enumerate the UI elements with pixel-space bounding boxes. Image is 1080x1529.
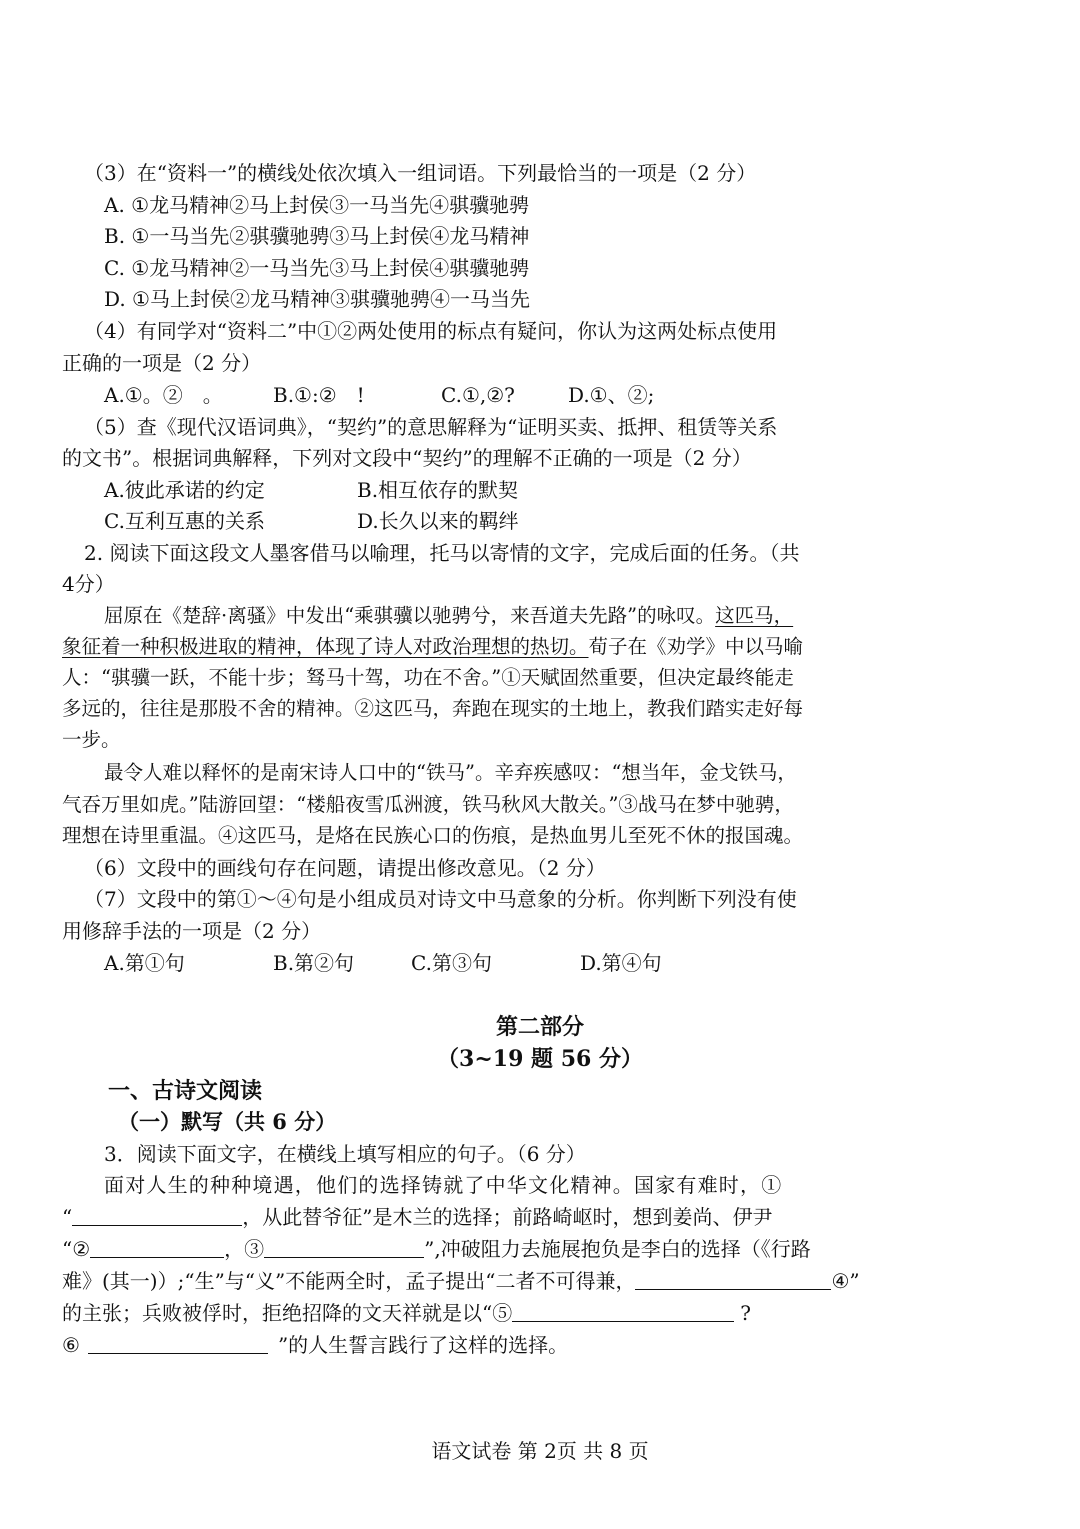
q2-stem-line1: 2. 阅读下面这段文人墨客借马以喻理，托马以寄情的文字，完成后面的任务。（共 xyxy=(84,541,800,565)
q3-option-b: B. ①一马当先②骐骥驰骋③马上封侯④龙马精神 xyxy=(104,224,530,248)
answer-blank-6[interactable] xyxy=(88,1333,268,1354)
q7-option-d: D.第④句 xyxy=(580,951,662,975)
q3-option-c: C. ①龙马精神②一马当先③马上封侯④骐骥驰骋 xyxy=(104,256,530,280)
passage-text: 的主张；兵败被俘时，拒绝招降的文天祥就是以“⑤ xyxy=(62,1301,513,1325)
quote-mark: “ xyxy=(62,1205,73,1229)
section-heading: 一、古诗文阅读 xyxy=(108,1078,263,1104)
passage-text: ⑥ xyxy=(62,1333,80,1357)
q5-stem-line1: （5）查《现代汉语词典》，“契约”的意思解释为“证明买卖、抵押、租赁等关系 xyxy=(84,415,778,439)
q5-option-a: A.彼此承诺的约定 xyxy=(104,478,265,502)
passage-p1-line3: 人：“骐骥一跃，不能十步；驽马十驾，功在不舍。”①天赋固然重要，但决定最终能走 xyxy=(62,666,794,689)
answer-blank-2[interactable] xyxy=(90,1237,224,1258)
passage-p2-line1: 最令人难以释怀的是南宋诗人口中的“铁马”。辛弃疾感叹：“想当年，金戈铁马， xyxy=(104,761,797,784)
passage-p1-line4: 多远的，往往是那股不舍的精神。②这匹马，奔跑在现实的土地上，教我们踏实走好每 xyxy=(62,697,804,720)
passage-text: ? xyxy=(740,1301,751,1325)
q3b-line6 xyxy=(62,1332,568,1358)
underlined-sentence-part1: 这匹马， xyxy=(715,604,794,627)
q3b-line4 xyxy=(62,1268,860,1294)
q7-stem-line2: 用修辞手法的一项是（2 分） xyxy=(62,919,322,943)
underlined-sentence-part2: 象征着一种积极进取的精神，体现了诗人对政治理想的热切。 xyxy=(62,635,589,658)
q5-option-c: C.互利互惠的关系 xyxy=(104,509,265,533)
q3b-line5 xyxy=(62,1300,751,1326)
q5-option-d: D.长久以来的羁绊 xyxy=(357,509,519,533)
q3b-stem: 3．阅读下面文字，在横线上填写相应的句子。（6 分） xyxy=(104,1142,586,1166)
q7-option-b: B.第②句 xyxy=(273,951,355,975)
passage-text: ④” xyxy=(831,1269,860,1293)
passage-text: 屈原在《楚辞·离骚》中发出“乘骐骥以驰骋兮，来吾道夫先路”的咏叹。 xyxy=(104,604,716,627)
q4-option-a: A.①。② 。 xyxy=(104,383,223,407)
q4-stem-line2: 正确的一项是（2 分） xyxy=(62,351,262,375)
passage-p1-line5: 一步。 xyxy=(62,728,121,751)
passage-p2-line3: 理想在诗里重温。④这匹马，是烙在民族心口的伤痕，是热血男儿至死不休的报国魂。 xyxy=(62,824,804,847)
q4-option-d: D.①、②; xyxy=(568,383,655,407)
passage-text: 荀子在《劝学》中以马喻 xyxy=(588,635,804,658)
q5-stem-line2: 的文书”。根据词典解释，下列对文段中“契约”的理解不正确的一项是（2 分） xyxy=(62,446,752,470)
q2-stem-line2: 4分） xyxy=(62,572,115,596)
q4-stem-line1: （4）有同学对“资料二”中①②两处使用的标点有疑问，你认为这两处标点使用 xyxy=(84,319,778,343)
answer-blank-1[interactable] xyxy=(72,1205,242,1226)
q3-option-d: D. ①马上封侯②龙马精神③骐骥驰骋④一马当先 xyxy=(104,287,530,311)
q3b-line3 xyxy=(62,1236,811,1262)
passage-text: ，③ xyxy=(224,1237,265,1261)
part2-subtitle: （3~19 题 56 分） xyxy=(437,1046,643,1072)
passage-text: ”,冲破阻力去施展抱负是李白的选择（《行路 xyxy=(424,1237,811,1261)
passage-p2-line2: 气吞万里如虎。”陆游回望：“楼船夜雪瓜洲渡，铁马秋风大散关。”③战马在梦中驰骋， xyxy=(62,793,794,816)
q6-stem: （6）文段中的画线句存在问题，请提出修改意见。（2 分） xyxy=(84,856,606,880)
q3b-line1: 面对人生的种种境遇，他们的选择铸就了中华文化精神。国家有难时，① xyxy=(104,1173,783,1197)
q7-stem-line1: （7）文段中的第①～④句是小组成员对诗文中马意象的分析。你判断下列没有使 xyxy=(84,887,797,911)
q3-stem: （3）在“资料一”的横线处依次填入一组词语。下列最恰当的一项是（2 分） xyxy=(84,161,757,185)
q4-option-b: B.①:② ! xyxy=(273,383,365,407)
passage-text: ，从此替爷征”是木兰的选择；前路崎岖时，想到姜尚、伊尹 xyxy=(242,1205,773,1229)
page-footer: 语文试卷 第 2页 共 8 页 xyxy=(431,1439,649,1463)
q7-option-a: A.第①句 xyxy=(104,951,185,975)
passage-text: ”的人生誓言践行了这样的选择。 xyxy=(277,1333,569,1357)
passage-p1-line2 xyxy=(62,634,803,660)
part2-title: 第二部分 xyxy=(495,1014,584,1040)
passage-p1-line1 xyxy=(104,603,793,629)
answer-blank-4[interactable] xyxy=(635,1269,831,1290)
passage-text: 难》(其一)）;“生”与“义”不能两全时，孟子提出“二者不可得兼， xyxy=(62,1269,636,1293)
subsection-heading: （一）默写（共 6 分） xyxy=(118,1109,337,1134)
passage-text: “② xyxy=(62,1237,91,1261)
q4-option-c: C.①,②? xyxy=(441,383,515,407)
q5-option-b: B.相互依存的默契 xyxy=(357,478,519,502)
q3-option-a: A. ①龙马精神②马上封侯③一马当先④骐骥驰骋 xyxy=(104,193,530,217)
answer-blank-3[interactable] xyxy=(264,1237,424,1258)
q7-option-c: C.第③句 xyxy=(411,951,492,975)
q3b-line2 xyxy=(62,1204,772,1230)
answer-blank-5[interactable] xyxy=(512,1301,734,1322)
